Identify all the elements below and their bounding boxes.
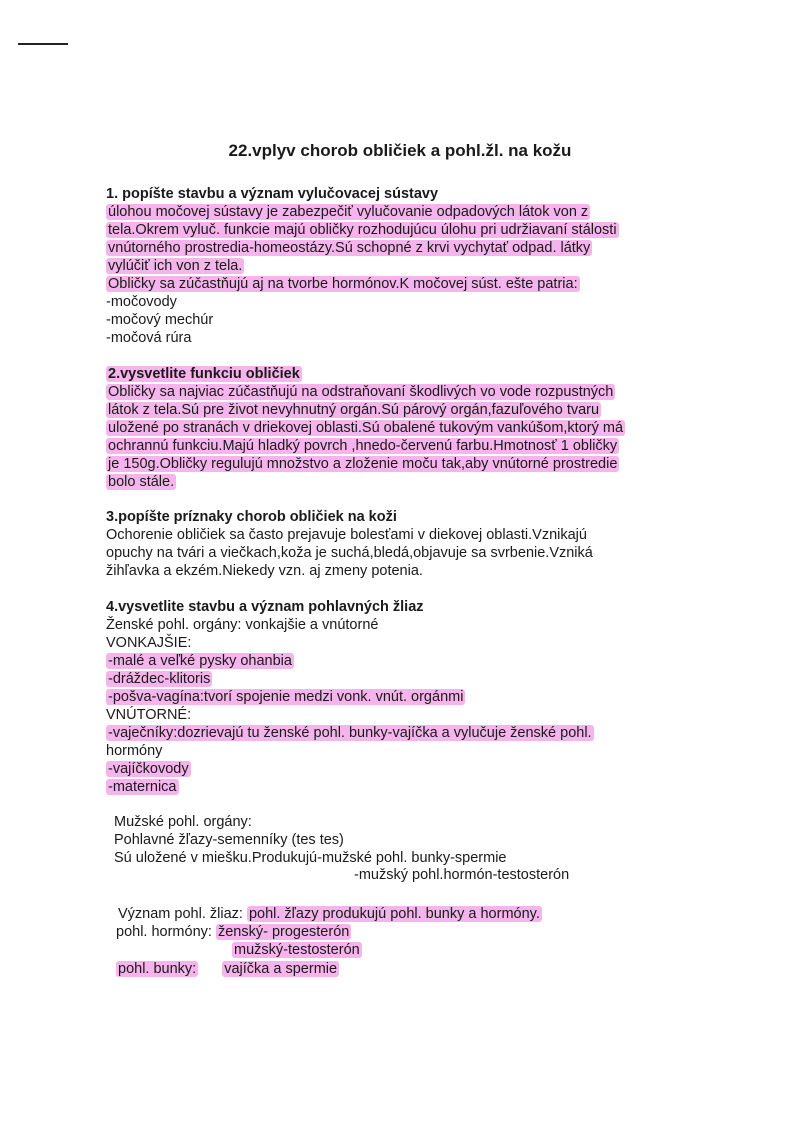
section-3-line: žihľavka a ekzém.Niekedy vzn. aj zmeny potenia. [106,563,423,579]
section-1-line [106,203,590,221]
section-4-heading: 4.vysvetlite stavbu a význam pohlavných žliaz [106,599,424,615]
section-2-heading [106,365,302,383]
highlight-span: -malé a veľké pysky ohanbia [108,653,292,669]
section-1-line [106,239,592,257]
highlight-span: -vajíčkovody [108,761,189,777]
highlight-span: látok z tela.Sú pre život nevyhnutný orgán.Sú párový orgán,fazuľového tvaru [108,402,600,418]
section-3-line: opuchy na tvári a viečkach,koža je suchá,bledá,objavuje sa svrbenie.Vzniká [106,545,593,561]
summary-hormony-label: pohl. hormóny: [116,924,212,940]
highlight-span: Obličky sa najviac zúčastňujú na odstraňovaní škodlivých vo vode rozpustných [108,384,614,400]
highlight-span: pohl. bunky: [118,961,197,977]
section-2-line [106,401,601,419]
section-1-line: -močový mechúr [106,312,214,328]
highlight-span: úlohou močovej sústavy je zabezpečiť vylučovanie odpadových látok von z [108,204,589,220]
section-2-line [106,419,625,437]
page-title: 22.vplyv chorob obličiek a pohl.žl. na kožu [228,141,572,160]
section-4-line: VNÚTORNÉ: [106,707,192,723]
section-2-line [106,455,619,473]
section-4-line [106,670,212,688]
section-4-line [106,724,594,742]
section-4-line [106,688,465,706]
section-3-line: Ochorenie obličiek sa často prejavuje bolesťami v diekovej oblasti.Vznikajú [106,527,587,543]
section-4-line: Ženské pohl. orgány: vonkajšie a vnútorné [106,617,379,633]
highlight-span: uložené po stranách v driekovej oblasti.Sú obalené tukovým vankúšom,ktorý má [108,420,624,436]
section-2-line [106,383,615,401]
male-line: -mužský pohl.hormón-testosterón [354,867,570,883]
highlight-span: tela.Okrem vyluč. funkcie majú obličky rozhodujúcu úlohu pri udržiavaní stálosti [108,222,617,238]
section-4-line [106,760,191,778]
male-line: Mužské pohl. orgány: [114,814,252,830]
highlight-span: ženský- progesterón [217,924,350,940]
highlight-span: vajíčka a spermie [224,961,338,977]
highlight-span: Obličky sa zúčastňujú aj na tvorbe hormónov.K močovej súst. ešte patria: [108,276,578,292]
section-4-line [106,652,294,670]
section-2-line [106,473,176,491]
section-1-line: -močová rúra [106,330,192,346]
highlight-span: vylúčiť ich von z tela. [108,258,243,274]
section-1-line: -močovody [106,294,177,310]
highlight-span: bolo stále. [108,474,175,490]
summary-hormony [116,923,351,941]
corner-dash-mark [18,43,68,45]
summary-vyznam-label: Význam pohl. žliaz: [118,906,243,922]
highlight-span: -pošva-vagína:tvorí spojenie medzi vonk. vnút. orgánmi [108,689,464,705]
highlight-span: -maternica [108,779,177,795]
section-1-heading: 1. popíšte stavbu a význam vylučovacej sústavy [106,186,439,202]
section-4-line: hormóny [106,743,163,759]
highlight-span: ochrannú funkciu.Majú hladký povrch ,hnedo-červenú farbu.Hmotnosť 1 obličky [108,438,618,454]
male-line: Sú uložené v miešku.Produkujú-mužské pohl. bunky-spermie [114,850,507,866]
section-4-line: VONKAJŠIE: [106,635,192,651]
highlight-span: -dráždec-klitoris [108,671,211,687]
highlight-span: je 150g.Obličky regulujú množstvo a zloženie moču tak,aby vnútorné prostredie [108,456,618,472]
section-1-line [106,257,244,275]
summary-hormony-2 [232,941,362,959]
highlight-span: 2.vysvetlite funkciu obličiek [108,366,300,382]
male-line: Pohlavné žľazy-semenníky (tes tes) [114,832,344,848]
highlight-span: -vaječníky:dozrievajú tu ženské pohl. bunky-vajíčka a vylučuje ženské pohl. [108,725,592,741]
section-1-line [106,221,619,239]
section-3-heading: 3.popíšte príznaky chorob obličiek na koži [106,509,397,525]
highlight-span: pohl. žľazy produkujú pohl. bunky a hormóny. [248,906,540,922]
section-2-line [106,437,619,455]
highlight-span: mužský-testosterón [234,942,360,958]
section-4-line [106,778,179,796]
highlight-span: vnútorného prostredia-homeostázy.Sú schopné z krvi vychytať odpad. látky [108,240,591,256]
summary-bunky [116,960,339,978]
summary-vyznam [118,905,542,923]
section-1-line [106,275,580,293]
